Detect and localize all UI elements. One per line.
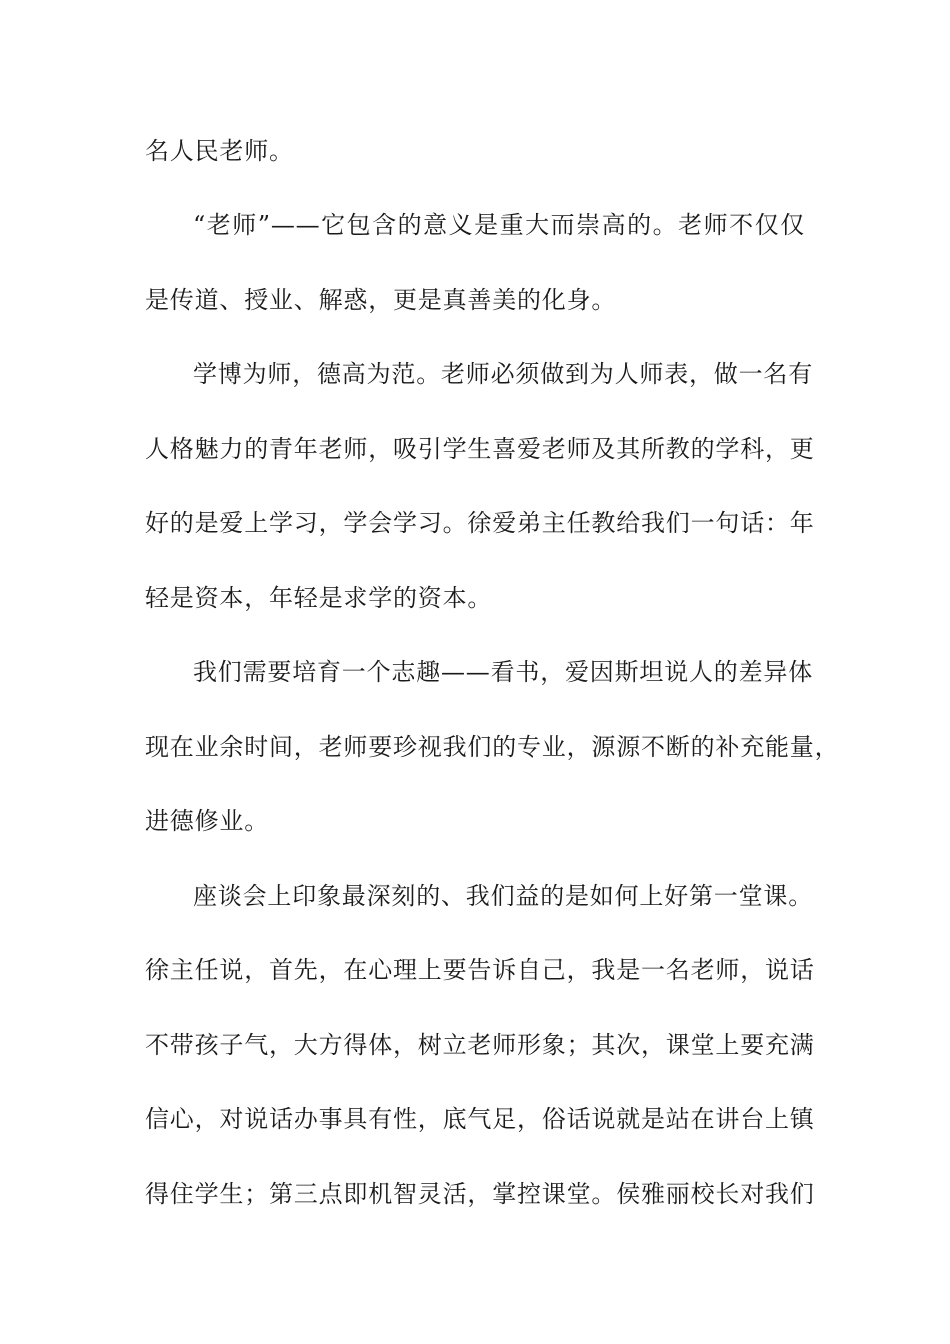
text-line: 现在业余时间，老师要珍视我们的专业，源源不断的补充能量，	[145, 733, 840, 761]
text-line: 进德修业。	[145, 807, 269, 835]
paragraph-start-line: 座谈会上印象最深刻的、我们益的是如何上好第一堂课。	[193, 882, 813, 910]
text-line: 不带孩子气，大方得体，树立老师形象；其次，课堂上要充满	[145, 1031, 815, 1059]
text-line: 好的是爱上学习，学会学习。徐爱弟主任教给我们一句话：年	[145, 509, 815, 537]
text-line: 得住学生；第三点即机智灵活，掌控课堂。侯雅丽校长对我们	[145, 1180, 815, 1208]
text-line: 信心，对说话办事具有性，底气足，俗话说就是站在讲台上镇	[145, 1105, 815, 1133]
text-line: 名人民老师。	[145, 137, 294, 165]
paragraph-start-line: “老师”——它包含的意义是重大而崇高的。老师不仅仅	[193, 211, 805, 239]
paragraph-start-line: 学博为师，德高为范。老师必须做到为人师表，做一名有	[193, 360, 813, 388]
text-line: 是传道、授业、解惑，更是真善美的化身。	[145, 286, 617, 314]
paragraph-start-line: 我们需要培育一个志趣——看书，爱因斯坦说人的差异体	[193, 658, 813, 686]
text-line: 人格魅力的青年老师，吸引学生喜爱老师及其所教的学科，更	[145, 435, 815, 463]
text-line: 徐主任说，首先，在心理上要告诉自己，我是一名老师，说话	[145, 956, 815, 984]
text-line: 轻是资本，年轻是求学的资本。	[145, 584, 493, 612]
